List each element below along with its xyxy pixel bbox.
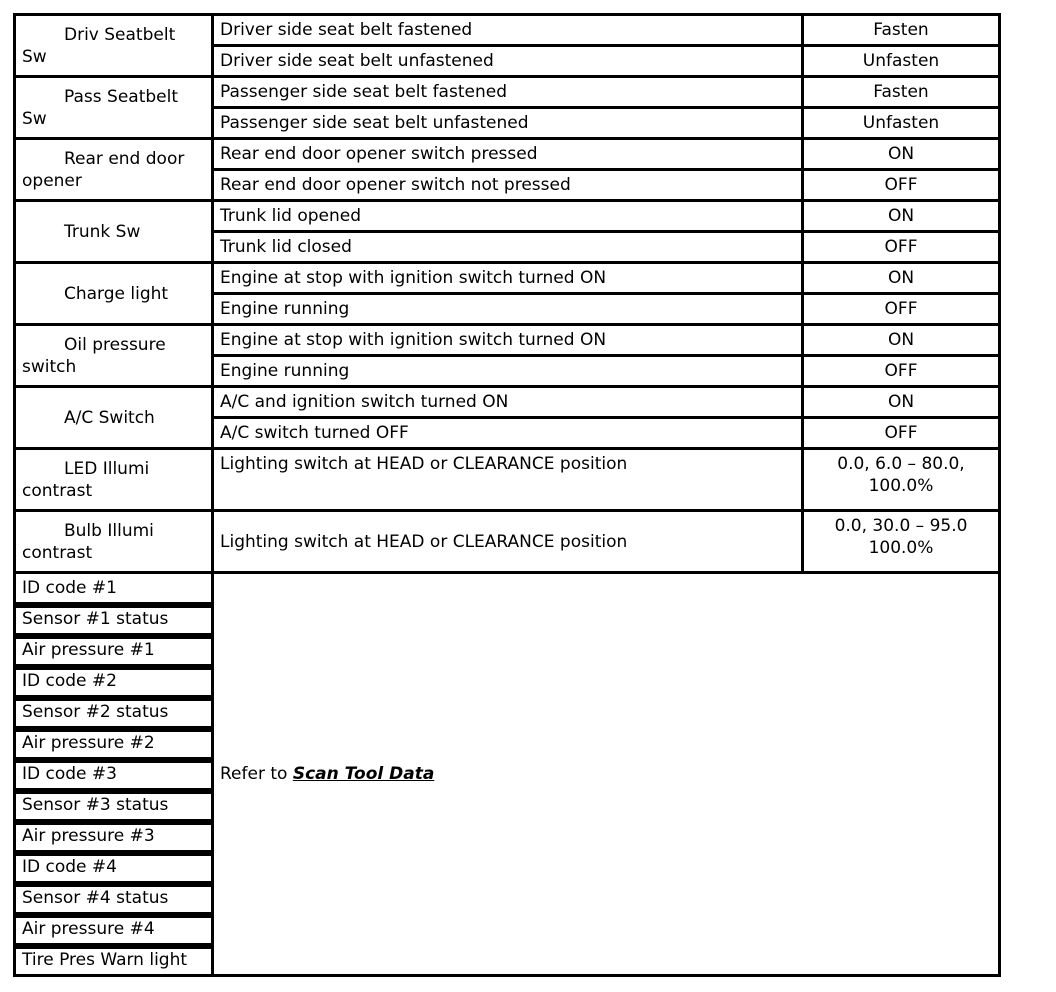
- item-cell: Air pressure #1: [13, 633, 211, 664]
- item-label-line1: Trunk Sw: [64, 221, 141, 242]
- value-cell: OFF: [801, 416, 1001, 447]
- refer-cell: [211, 571, 1001, 977]
- condition-cell: Driver side seat belt unfastened: [211, 44, 801, 75]
- item-cell: [13, 509, 211, 571]
- item-label-line2: Sw: [22, 46, 47, 67]
- condition-cell: A/C switch turned OFF: [211, 416, 801, 447]
- value-line1: 0.0, 30.0 – 95.0: [834, 516, 968, 536]
- value-cell: OFF: [801, 168, 1001, 199]
- item-label-line1: Bulb Illumi: [64, 520, 154, 541]
- item-cell: Sensor #1 status: [13, 602, 211, 633]
- condition-cell: Trunk lid closed: [211, 230, 801, 261]
- item-cell: ID code #3: [13, 757, 211, 788]
- table-row: [13, 323, 1001, 354]
- table-row: [13, 75, 1001, 106]
- item-cell: ID code #4: [13, 850, 211, 881]
- condition-cell: Passenger side seat belt fastened: [211, 75, 801, 106]
- item-label-line1: Oil pressure: [64, 334, 166, 355]
- condition-cell: Engine running: [211, 292, 801, 323]
- item-label-line1: Driv Seatbelt: [64, 24, 176, 45]
- value-cell: OFF: [801, 292, 1001, 323]
- condition-cell: Lighting switch at HEAD or CLEARANCE position: [211, 509, 801, 571]
- item-label-line1: Rear end door: [64, 148, 185, 169]
- item-cell: [13, 385, 211, 447]
- item-cell: ID code #1: [13, 571, 211, 602]
- data-monitor-table: [13, 13, 1001, 977]
- item-cell: Sensor #2 status: [13, 695, 211, 726]
- item-cell: [13, 199, 211, 261]
- value-cell: [801, 509, 1001, 571]
- condition-cell: Lighting switch at HEAD or CLEARANCE position: [211, 447, 801, 509]
- value-cell: ON: [801, 323, 1001, 354]
- item-cell: Sensor #3 status: [13, 788, 211, 819]
- condition-cell: Engine at stop with ignition switch turned ON: [211, 323, 801, 354]
- condition-cell: Engine running: [211, 354, 801, 385]
- item-cell: Air pressure #3: [13, 819, 211, 850]
- value-cell: ON: [801, 199, 1001, 230]
- item-cell: Sensor #4 status: [13, 881, 211, 912]
- item-cell: [13, 13, 211, 75]
- value-cell: Fasten: [801, 75, 1001, 106]
- item-cell: [13, 75, 211, 137]
- table-row: [13, 571, 1001, 602]
- item-label-line1: LED Illumi: [64, 458, 150, 479]
- table-row: [13, 199, 1001, 230]
- scan-tool-data-link[interactable]: Scan Tool Data: [292, 764, 435, 784]
- item-label-line2: opener: [22, 170, 82, 191]
- table-row: [13, 137, 1001, 168]
- item-cell: Air pressure #4: [13, 912, 211, 943]
- item-cell: Tire Pres Warn light: [13, 943, 211, 977]
- table-row: [13, 13, 1001, 44]
- value-cell: ON: [801, 385, 1001, 416]
- value-cell: [801, 447, 1001, 509]
- value-cell: OFF: [801, 354, 1001, 385]
- table-row: [13, 447, 1001, 509]
- condition-cell: Driver side seat belt fastened: [211, 13, 801, 44]
- item-cell: [13, 261, 211, 323]
- value-line2: 100.0%: [868, 538, 934, 558]
- condition-cell: Passenger side seat belt unfastened: [211, 106, 801, 137]
- item-label-line2: contrast: [22, 542, 93, 563]
- item-cell: [13, 323, 211, 385]
- table-row: [13, 261, 1001, 292]
- item-label-line2: contrast: [22, 480, 93, 501]
- item-cell: [13, 447, 211, 509]
- value-cell: Unfasten: [801, 44, 1001, 75]
- refer-prefix: Refer to: [220, 764, 293, 784]
- value-cell: ON: [801, 137, 1001, 168]
- value-cell: OFF: [801, 230, 1001, 261]
- item-cell: ID code #2: [13, 664, 211, 695]
- condition-cell: Engine at stop with ignition switch turned ON: [211, 261, 801, 292]
- item-label-line2: switch: [22, 356, 77, 377]
- item-label-line1: Charge light: [64, 283, 169, 304]
- item-cell: Air pressure #2: [13, 726, 211, 757]
- condition-cell: Trunk lid opened: [211, 199, 801, 230]
- item-label-line1: Pass Seatbelt: [64, 86, 178, 107]
- table-row: [13, 509, 1001, 571]
- condition-cell: Rear end door opener switch not pressed: [211, 168, 801, 199]
- value-cell: Unfasten: [801, 106, 1001, 137]
- table-row: [13, 385, 1001, 416]
- item-cell: [13, 137, 211, 199]
- condition-cell: A/C and ignition switch turned ON: [211, 385, 801, 416]
- condition-cell: Rear end door opener switch pressed: [211, 137, 801, 168]
- value-line1: 0.0, 6.0 – 80.0,: [837, 454, 965, 474]
- value-line2: 100.0%: [868, 476, 934, 496]
- value-cell: Fasten: [801, 13, 1001, 44]
- item-label-line1: A/C Switch: [64, 407, 155, 428]
- item-label-line2: Sw: [22, 108, 47, 129]
- value-cell: ON: [801, 261, 1001, 292]
